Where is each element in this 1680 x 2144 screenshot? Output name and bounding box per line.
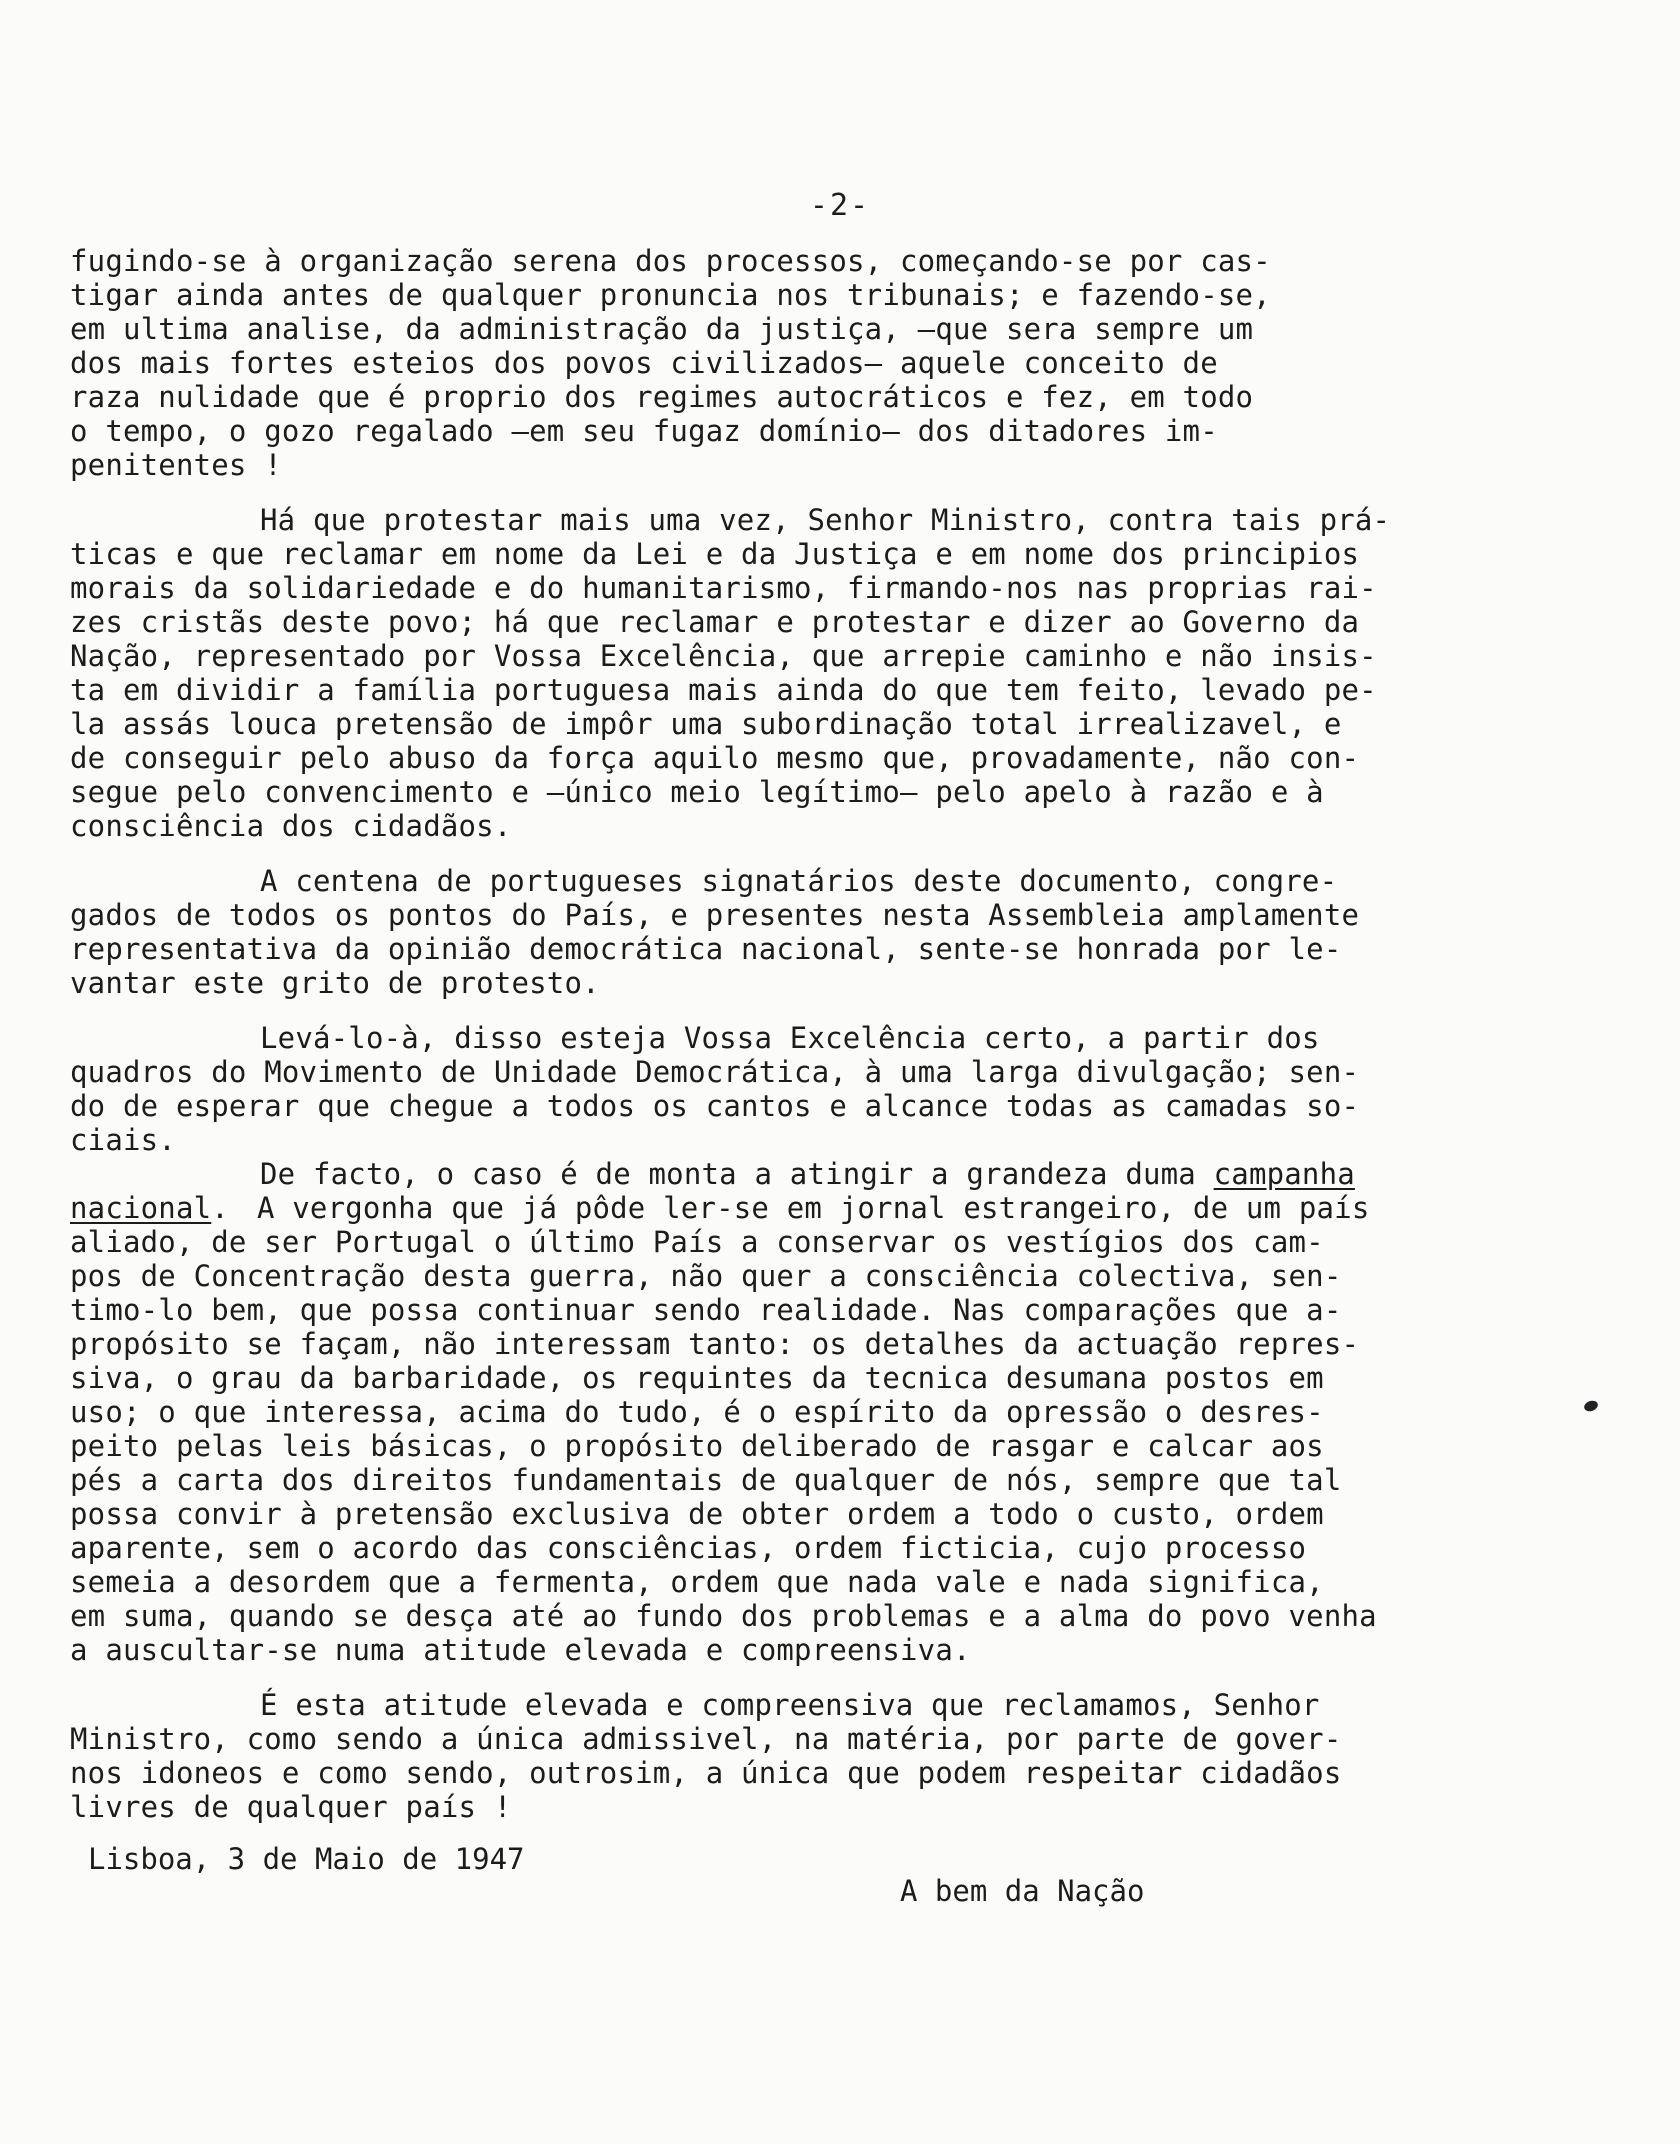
text-line: fugindo-se à organização serena dos processos, começando-se por cas- <box>70 244 1271 278</box>
final-paragraph <box>70 1688 1560 1824</box>
text-line: A centena de portugueses signatários deste documento, congre- <box>260 864 1338 898</box>
text-line: Há que protestar mais uma vez, Senhor Ministro, contra tais prá- <box>260 503 1391 537</box>
paragraph <box>70 244 1560 482</box>
facto-end: . <box>211 1191 229 1225</box>
text-line: ticas e que reclamar em nome da Lei e da Justiça e em nome dos principios <box>70 537 1360 571</box>
text-line: aparente, sem o acordo das consciências, ordem ficticia, cujo processo <box>70 1531 1307 1565</box>
text-line: segue pelo convencimento e —único meio legítimo— pelo apelo à razão e à <box>70 775 1324 809</box>
text-line: pos de Concentração desta guerra, não quer a consciência colectiva, sen- <box>70 1259 1342 1293</box>
text-line: gados de todos os pontos do País, e presentes nesta Assembleia amplamente <box>70 898 1360 932</box>
text-line: representativa da opinião democrática nacional, sente-se honrada por le- <box>70 932 1342 966</box>
vergonha-first-line: A vergonha que já pôde ler-se em jornal estrangeiro, de um país <box>256 1191 1370 1225</box>
text-line: consciência dos cidadãos. <box>70 809 512 843</box>
text-line: dos mais fortes esteios dos povos civilizados— aquele conceito de <box>70 346 1218 380</box>
text-line: em suma, quando se desça até ao fundo dos problemas e a alma do povo venha <box>70 1599 1377 1633</box>
campanha-underlined: campanha <box>1213 1157 1355 1191</box>
text-line: pés a carta dos direitos fundamentais de qualquer de nós, sempre que tal <box>70 1463 1342 1497</box>
text-line: raza nulidade que é proprio dos regimes autocráticos e fez, em todo <box>70 380 1254 414</box>
paragraph <box>70 864 1560 1000</box>
text-line: Ministro, como sendo a única admissivel, na matéria, por parte de gover- <box>70 1722 1342 1756</box>
closing-salutation: A bem da Nação <box>900 1874 1145 1908</box>
facto-text: De facto, o caso é de monta a atingir a grandeza duma <box>260 1157 1214 1191</box>
paragraph <box>70 1021 1560 1157</box>
text-line: Nação, representado por Vossa Excelência, que arrepie caminho e não insis- <box>70 639 1377 673</box>
text-line: penitentes ! <box>70 448 282 482</box>
text-line: do de esperar que chegue a todos os cantos e alcance todas as camadas so- <box>70 1089 1360 1123</box>
text-line: ciais. <box>70 1123 176 1157</box>
vergonha-paragraph <box>70 1225 1560 1667</box>
text-line: tigar ainda antes de qualquer pronuncia nos tribunais; e fazendo-se, <box>70 278 1271 312</box>
text-line: o tempo, o gozo regalado —em seu fugaz domínio— dos ditadores im- <box>70 414 1218 448</box>
text-line: semeia a desordem que a fermenta, ordem que nada vale e nada significa, <box>70 1565 1324 1599</box>
facto-line-2 <box>70 1191 1560 1225</box>
date-line: Lisboa, 3 de Maio de 1947 <box>88 1842 525 1876</box>
text-line: possa convir à pretensão exclusiva de obter ordem a todo o custo, ordem <box>70 1497 1324 1531</box>
text-line: de conseguir pelo abuso da força aquilo mesmo que, provadamente, não con- <box>70 741 1360 775</box>
ink-speck <box>1583 1399 1600 1413</box>
text-line: timo-lo bem, que possa continuar sendo realidade. Nas comparações que a- <box>70 1293 1342 1327</box>
paragraph <box>70 503 1560 843</box>
page-number: -2- <box>809 188 871 223</box>
text-line: peito pelas leis básicas, o propósito deliberado de rasgar e calcar aos <box>70 1429 1324 1463</box>
text-line: em ultima analise, da administração da justiça, —que sera sempre um <box>70 312 1254 346</box>
paragraphs <box>70 244 1560 1157</box>
facto-line-1 <box>70 1157 1560 1191</box>
text-line: uso; o que interessa, acima do tudo, é o espírito da opressão o desres- <box>70 1395 1324 1429</box>
letter-body <box>70 244 1560 1824</box>
text-line: aliado, de ser Portugal o último País a conservar os vestígios dos cam- <box>70 1225 1324 1259</box>
text-line: quadros do Movimento de Unidade Democrática, à uma larga divulgação; sen- <box>70 1055 1360 1089</box>
text-line: propósito se façam, não interessam tanto: os detalhes da actuação repres- <box>70 1327 1360 1361</box>
text-line: morais da solidariedade e do humanitarismo, firmando-nos nas proprias rai- <box>70 571 1377 605</box>
text-line: livres de qualquer país ! <box>70 1790 512 1824</box>
text-line: nos idoneos e como sendo, outrosim, a única que podem respeitar cidadãos <box>70 1756 1342 1790</box>
text-line: zes cristãs deste povo; há que reclamar e protestar e dizer ao Governo da <box>70 605 1360 639</box>
text-line: Levá-lo-à, disso esteja Vossa Excelência certo, a partir dos <box>260 1021 1320 1055</box>
text-line: ta em dividir a família portuguesa mais ainda do que tem feito, levado pe- <box>70 673 1377 707</box>
text-line: la assás louca pretensão de impôr uma subordinação total irrealizavel, e <box>70 707 1342 741</box>
nacional-underlined: nacional <box>70 1191 212 1225</box>
text-line: siva, o grau da barbaridade, os requintes da tecnica desumana postos em <box>70 1361 1324 1395</box>
text-line: É esta atitude elevada e compreensiva que reclamamos, Senhor <box>260 1688 1320 1722</box>
text-line: vantar este grito de protesto. <box>70 966 600 1000</box>
text-line: a auscultar-se numa atitude elevada e compreensiva. <box>70 1633 971 1667</box>
